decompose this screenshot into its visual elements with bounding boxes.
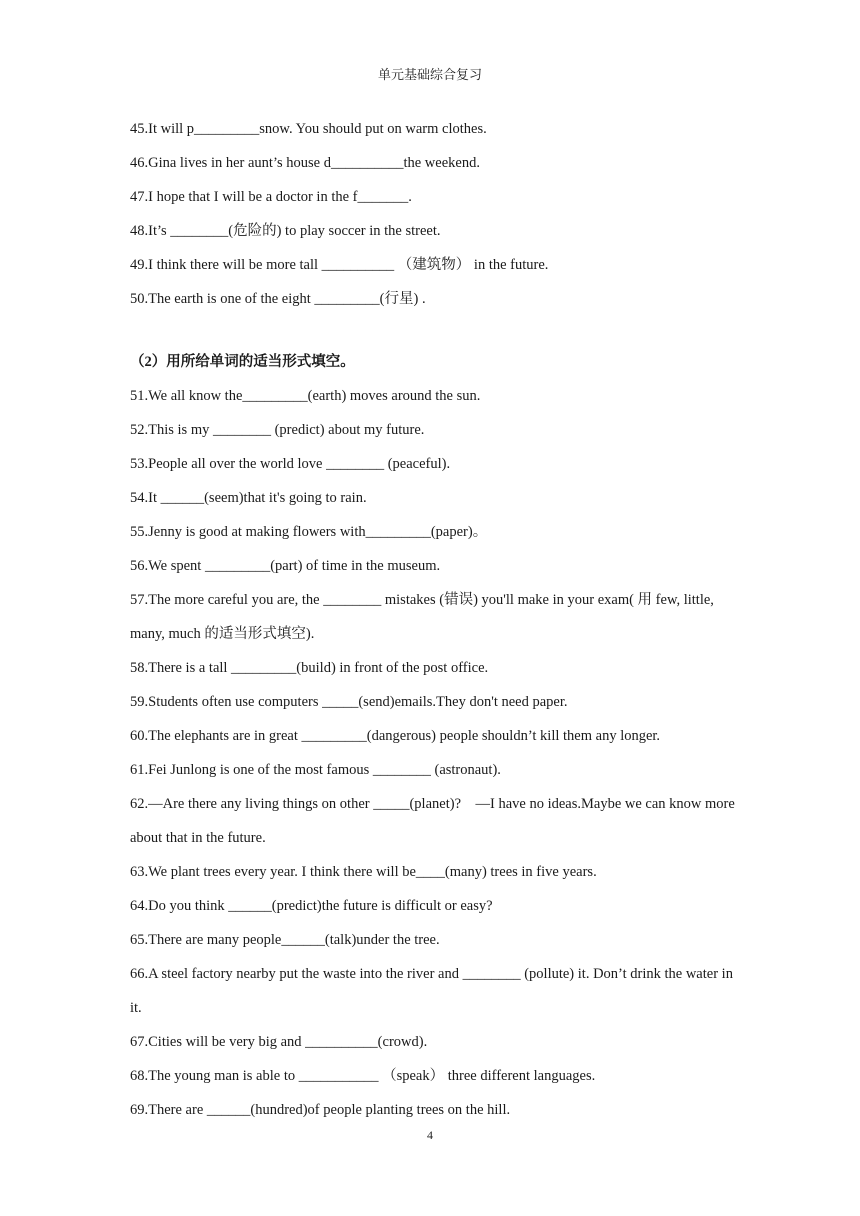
exercise-item-48: 48.It’s ________(危险的) to play soccer in the street. (130, 223, 441, 239)
exercise-item-51: 51.We all know the_________(earth) moves around the sun. (130, 388, 481, 404)
exercise-content (130, 112, 740, 1127)
part1-list (130, 112, 740, 316)
exercise-item-57: 57.The more careful you are, the ________ mistakes (错误) you'll make in your exam( 用 few, little, many, much 的适当形式填空). (130, 592, 714, 642)
exercise-item-61: 61.Fei Junlong is one of the most famous ________ (astronaut). (130, 762, 501, 778)
exercise-item-67: 67.Cities will be very big and __________(crowd). (130, 1034, 428, 1050)
exercise-item-52: 52.This is my ________ (predict) about my future. (130, 422, 425, 438)
part2-list (130, 379, 740, 1127)
exercise-item-59: 59.Students often use computers _____(send)emails.They don't need paper. (130, 694, 568, 710)
exercise-item-66: 66.A steel factory nearby put the waste into the river and ________ (pollute) it. Don’t drink the water in it. (130, 966, 733, 1016)
exercise-item-64: 64.Do you think ______(predict)the future is difficult or easy? (130, 898, 493, 914)
exercise-item-49: 49.I think there will be more tall __________ （建筑物） in the future. (130, 257, 549, 273)
exercise-item-58: 58.There is a tall _________(build) in front of the post office. (130, 660, 489, 676)
exercise-item-56: 56.We spent _________(part) of time in the museum. (130, 558, 441, 574)
exercise-item-68: 68.The young man is able to ___________ （speak） three different languages. (130, 1068, 596, 1084)
exercise-item-62: 62.—Are there any living things on other _____(planet)? —I have no ideas.Maybe we can know more about that in the future. (130, 796, 735, 846)
exercise-item-54: 54.It ______(seem)that it's going to rain. (130, 490, 367, 506)
exercise-item-69: 69.There are ______(hundred)of people planting trees on the hill. (130, 1102, 511, 1118)
exercise-item-60: 60.The elephants are in great _________(dangerous) people shouldn’t kill them any longer. (130, 728, 661, 744)
exercise-item-46: 46.Gina lives in her aunt’s house d__________the weekend. (130, 155, 480, 171)
exercise-item-50: 50.The earth is one of the eight _________(行星) . (130, 291, 426, 307)
exercise-item-55: 55.Jenny is good at making flowers with_________(paper)。 (130, 524, 488, 540)
section-title: （2）用所给单词的适当形式填空。 (130, 354, 355, 370)
exercise-item-63: 63.We plant trees every year. I think there will be____(many) trees in five years. (130, 864, 597, 880)
exercise-item-65: 65.There are many people______(talk)under the tree. (130, 932, 440, 948)
section-spacer (130, 316, 740, 345)
exercise-item-45: 45.It will p_________snow. You should put on warm clothes. (130, 121, 487, 137)
exercise-item-47: 47.I hope that I will be a doctor in the f_______. (130, 189, 412, 205)
page-number: 4 (427, 1128, 433, 1142)
exercise-item-53: 53.People all over the world love ________ (peaceful). (130, 456, 451, 472)
page-header: 单元基础综合复习 (377, 67, 482, 82)
